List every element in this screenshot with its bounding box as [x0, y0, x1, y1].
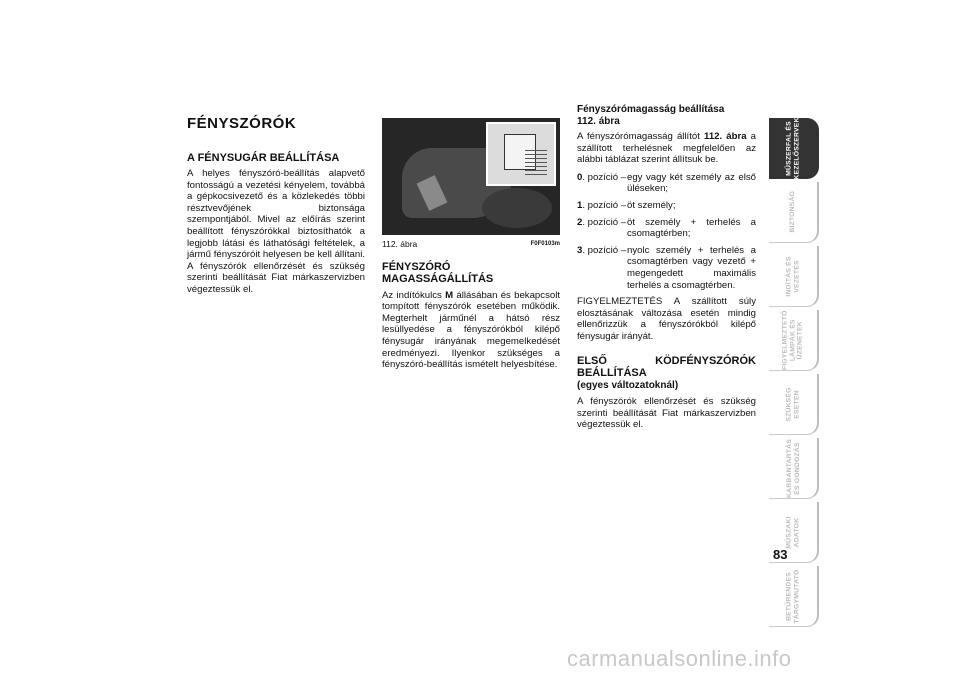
adjust-intro: A fényszórómagasság állítót 112. ábra a szállított terhelésnek megfelelően az alábbi táblázat szerint állítsuk be.	[577, 131, 756, 166]
position-list	[577, 172, 756, 291]
tab-starting-driving[interactable]: INDÍTÁS ÉS VEZETÉS	[769, 246, 819, 307]
page-number: 83	[773, 547, 788, 562]
figure-inset	[486, 122, 556, 186]
tab-maintenance[interactable]: KARBANTARTÁS ÉS GONDOZÁS	[769, 438, 819, 499]
tab-safety[interactable]: BIZTONSÁG	[769, 182, 819, 243]
list-item: 1. pozíció – öt személy;	[577, 199, 676, 211]
tab-warning-lights[interactable]: FIGYELMEZTETŐ LÁMPÁK ÉS ÜZENETEK	[769, 310, 819, 371]
tab-index[interactable]: BETŰRENDES TÁRGYMUTATÓ	[769, 566, 819, 627]
section-title-beam: A FÉNYSUGÁR BEÁLLÍTÁSA	[187, 151, 340, 164]
tab-emergency[interactable]: SZÜKSÉG ESETÉN	[769, 374, 819, 435]
warning-text: FIGYELMEZTETÉS A szállított súly elosztásának változása esetén mindig ellenőrizzük a fényszórókból kilépő fénysugár irányát.	[577, 296, 756, 342]
fog-subtitle: (egyes változatoknál)	[577, 379, 679, 391]
main-title: FÉNYSZÓRÓK	[187, 115, 297, 132]
tab-dashboard-controls[interactable]: MŰSZERFAL ÉS KEZELŐSZERVEK	[769, 118, 819, 179]
body-leveling: Az indítókulcs M állásában és bekapcsolt tompított fényszórók esetében működik. Megterhelt járműnél a hátsó rész lesüllyedése a fényszórókból kilépő fénysugár irányának megemelkedését eredményezi. Ilyenkor szükséges a fényszóró-beállítás ismételt helyesbítése.	[382, 289, 560, 371]
key-position: M	[445, 289, 454, 301]
figure-caption	[382, 239, 560, 251]
list-item: 0. pozíció – egy vagy két személy az első üléseken;	[577, 171, 756, 195]
figure-112-image	[382, 118, 560, 235]
adjust-title: Fényszórómagasság beállítása 112. ábra	[577, 104, 725, 127]
fog-body: A fényszórók ellenőrzését és szükség szerinti beállítását Fiat márkaszervizben végeztessük el.	[577, 396, 756, 431]
console-shape	[482, 188, 552, 228]
headlight-adjuster-knob-icon	[504, 134, 536, 170]
body-beam: A helyes fényszóró-beállítás alapvető fontosságú a vezetési kényelem, továbbá a gépkocsivezető és a közlekedés többi résztvevőjének biztonsága szempontjából. Mivel az előírás szerint beállított fényszórókkal biztosíthatók a legjobb látási és láthatósági feltételek, a jármű fényszóróit helyesen be kell állítani. A fényszórók ellenőrzését és szükség szerinti beállítását Fiat márkaszervizben végeztessük el.	[187, 168, 365, 296]
fog-title: ELSŐ KÖDFÉNYSZÓRÓK BEÁLLÍTÁSA	[577, 354, 756, 379]
column-2	[382, 118, 560, 377]
section-title-leveling: FÉNYSZÓRÓ MAGASSÁGÁLLÍTÁS	[382, 260, 494, 286]
figure-caption-text: 112. ábra	[382, 239, 418, 249]
list-item: 3. pozíció – nyolc személy + terhelés a csomagtérben vagy vezető + megengedett maximális terhelés a csomagtérben.	[577, 244, 756, 291]
column-1	[187, 115, 365, 302]
tab-technical-data[interactable]: MŰSZAKI ADATOK	[769, 502, 819, 563]
column-3	[577, 104, 756, 437]
figure-code: F0F0103m	[530, 241, 560, 247]
watermark: carmanualsonline.info	[567, 646, 792, 671]
list-item: 2. pozíció – öt személy + terhelés a csomagtérben;	[577, 216, 756, 240]
